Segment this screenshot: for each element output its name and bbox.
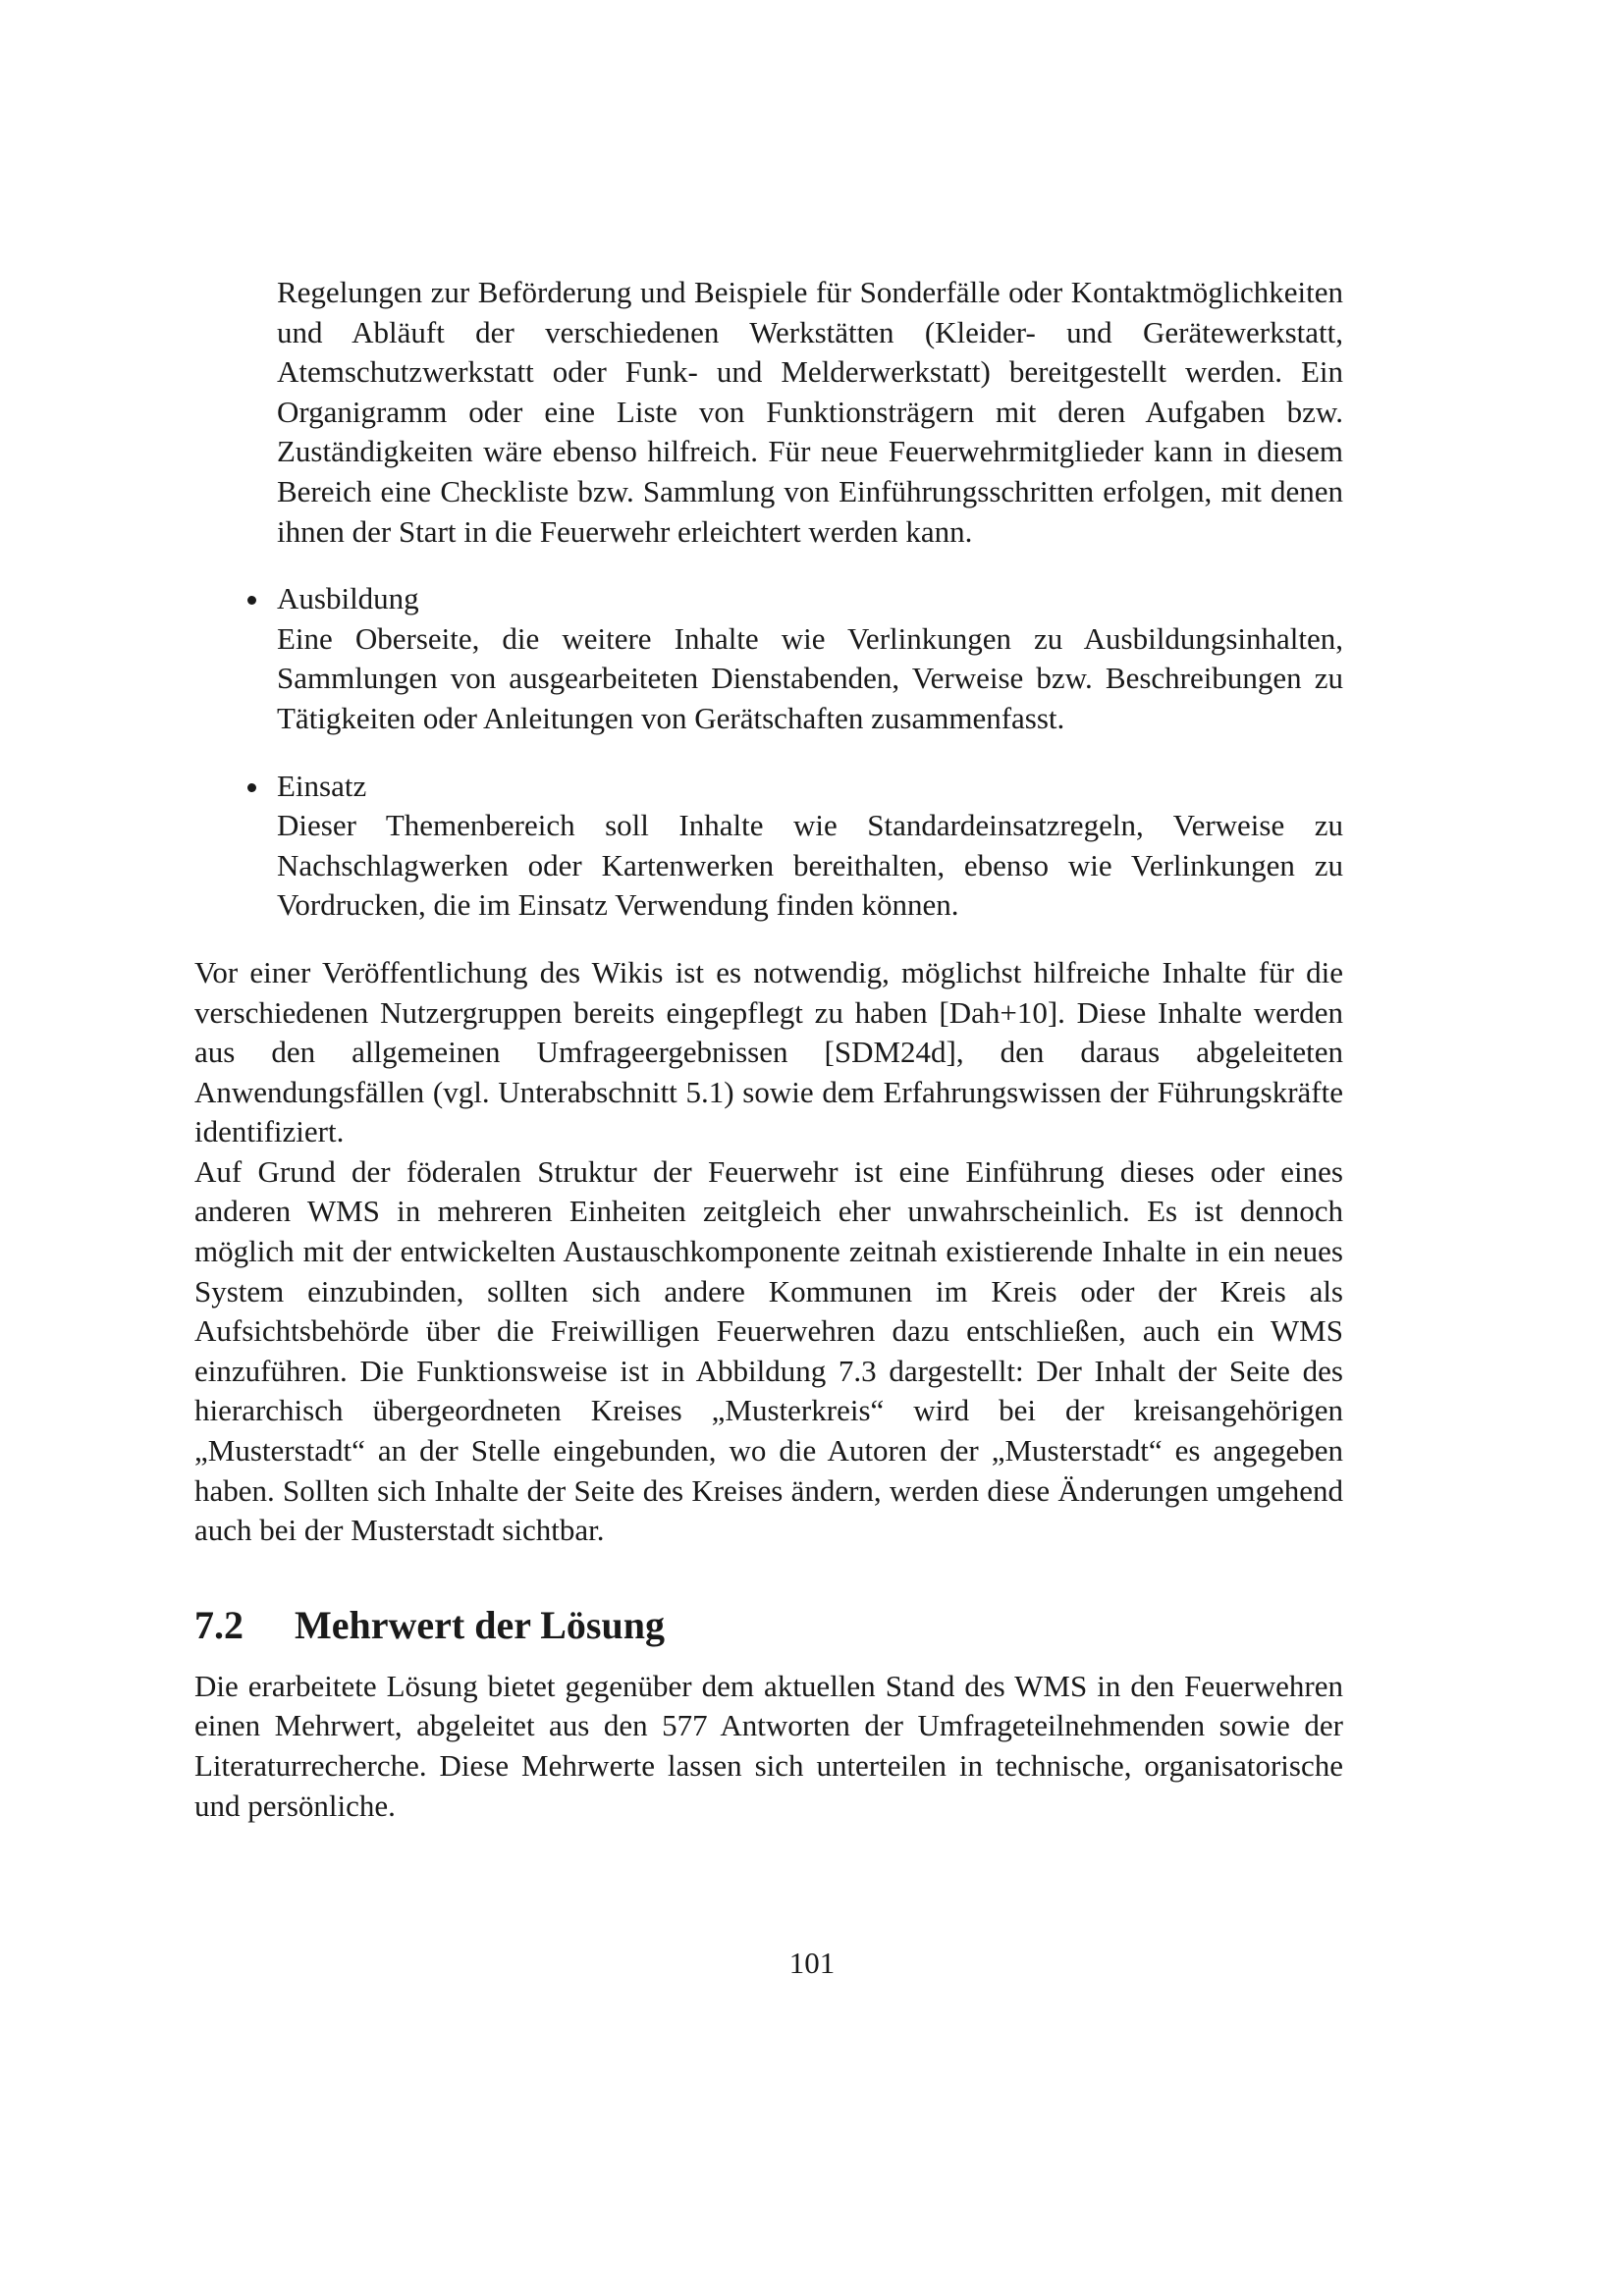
list-item-text: Dieser Themenbereich soll Inhalte wie Standardeinsatzregeln, Verweise zu Nachschlagwerken oder Kartenwerken bereithalten, ebenso wie Verlinkungen zu Vordrucken, die im Einsatz Verwendung finden können. [277,808,1343,923]
bullet-icon [247,783,256,792]
list-item-ausbildung [277,579,1343,738]
list-item-text: Eine Oberseite, die weitere Inhalte wie Verlinkungen zu Ausbildungsinhalten, Sammlungen von ausgearbeiteten Dienstabenden, Verweise bzw. Beschreibungen zu Tätigkeiten oder Anleitungen von Gerätschaften zusammenfasst. [277,620,1343,735]
section-heading [194,1602,1343,1649]
section-number: 7.2 [194,1602,244,1647]
section-paragraph: Die erarbeitete Lösung bietet gegenüber dem aktuellen Stand des WMS in den Feuerwehren einen Mehrwert, abgeleitet aus den 577 Antworten der Umfrageteilnehmenden sowie der Literaturrecherche. Diese Mehrwerte lassen sich unterteilen in technische, organisatorische und persönliche. [194,1668,1343,1823]
intro-continuation-paragraph: Regelungen zur Beförderung und Beispiele für Sonderfälle oder Kontaktmöglichkeiten und Abläuft der verschiedenen Werkstätten (Kleider- und Gerätewerkstatt, Atemschutzwerkstatt oder Funk- und Melderwerkstatt) bereitgestellt werden. Ein Organigramm oder eine Liste von Funktionsträgern mit deren Aufgaben bzw. Zuständigkeiten wäre ebenso hilfreich. Für neue Feuerwehrmitglieder kann in diesem Bereich eine Checkliste bzw. Sammlung von Einführungsschritten erfolgen, mit denen ihnen der Start in die Feuerwehr erleichtert werden kann. [277,275,1343,549]
list-item-title: Ausbildung [277,581,419,616]
page-number: 101 [788,1946,836,1980]
body-paragraph-foederal: Auf Grund der föderalen Struktur der Feuerwehr ist eine Einführung dieses oder eines anderen WMS in mehreren Einheiten zeitgleich eher unwahrscheinlich. Es ist dennoch möglich mit der entwickelten Austauschkomponente zeitnah existierende Inhalte in ein neues System einzubinden, sollten sich andere Kommunen im Kreis oder der Kreis als Aufsichtsbehörde über die Freiwilligen Feuerwehren dazu entschließen, auch ein WMS einzuführen. Die Funktionsweise ist in Abbildung 7.3 dargestellt: Der Inhalt der Seite des hierarchisch übergeordneten Kreises „Musterkreis“ wird bei der kreisangehörigen „Musterstadt“ an der Stelle eingebunden, wo die Autoren der „Musterstadt“ es angegeben haben. Sollten sich Inhalte der Seite des Kreises ändern, werden diese Änderungen umgehend auch bei der Musterstadt sichtbar. [194,1153,1343,1548]
list-item-title: Einsatz [277,768,367,803]
page-content [194,273,1343,1826]
body-paragraph-wiki: Vor einer Veröffentlichung des Wikis ist es notwendig, möglichst hilfreiche Inhalte für die verschiedenen Nutzergruppen bereits eingepflegt zu haben [Dah+10]. Diese Inhalte werden aus den allgemeinen Umfrageergebnissen [SDM24d], den daraus abgeleiteten Anwendungsfällen (vgl. Unterabschnitt 5.1) sowie dem Erfahrungswissen der Führungskräfte identifiziert. [194,954,1343,1149]
list-item-einsatz [277,767,1343,926]
section-title: Mehrwert der Lösung [295,1602,665,1647]
bullet-icon [247,596,256,605]
